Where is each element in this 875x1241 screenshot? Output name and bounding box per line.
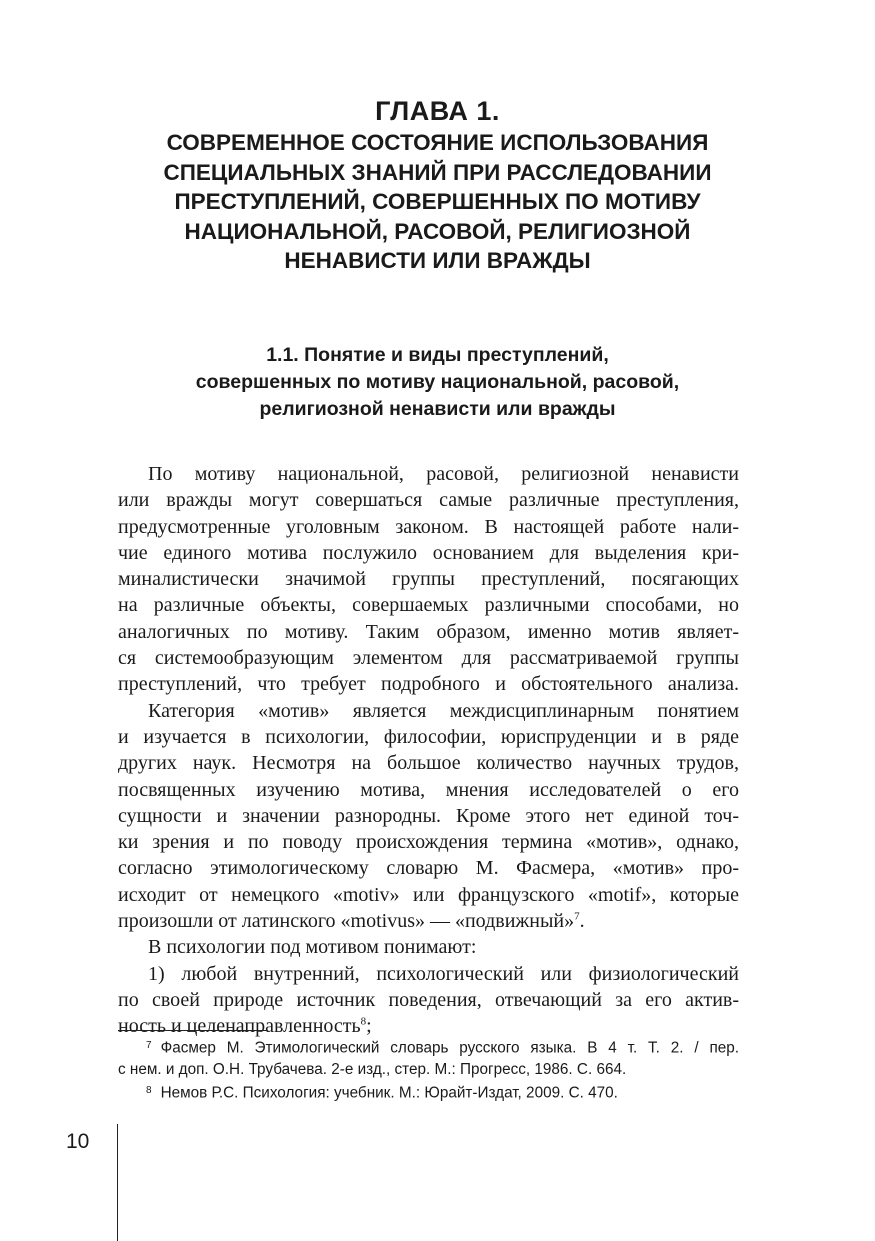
text-line: на различные объекты, совершаемых различными способами, но [118, 594, 739, 617]
text-run: ; [366, 1015, 372, 1038]
chapter-title-line: СПЕЦИАЛЬНЫХ ЗНАНИЙ ПРИ РАССЛЕДОВАНИИ [163, 159, 712, 185]
text-line: предусмотренные уголовным законом. В настоящей работе нали- [118, 515, 739, 538]
chapter-heading [0, 94, 875, 276]
text-run: ность и целенаправленность [118, 1015, 361, 1038]
footnote-text: Немов Р.С. Психология: учебник. М.: Юрайт-Издат, 2009. С. 470. [160, 1084, 618, 1101]
text-line: По мотиву национальной, расовой, религиозной ненависти [148, 463, 739, 485]
text-line: Категория «мотив» является междисциплинарным понятием [148, 699, 739, 722]
footnote-mark: 7 [146, 1040, 152, 1051]
text-line: или вражды могут совершаться самые различные преступления, [118, 489, 739, 512]
paragraph [118, 961, 739, 1040]
paragraph [118, 698, 739, 935]
text-line: сущности и значении разнородны. Кроме этого нет единой точ- [118, 804, 739, 827]
footnote-ref[interactable]: 8 [360, 1015, 367, 1028]
footnote-text: Фасмер М. Этимологический словарь русского языка. В 4 т. Т. 2. / пер. [160, 1039, 739, 1057]
text-line [118, 908, 739, 934]
text-line: ки зрения и по поводу происхождения термина «мотив», однако, [118, 831, 739, 854]
footnote-8 [118, 1080, 739, 1104]
page-number: 10 [66, 1130, 90, 1153]
paragraph [118, 934, 739, 960]
text-line: по своей природе источник поведения, отвечающий за его актив- [118, 988, 739, 1011]
text-line: аналогичных по мотиву. Таким образом, именно мотив являет- [118, 620, 739, 643]
footnote-7-continued: с нем. и доп. О.Н. Трубачева. 2-е изд., стер. М.: Прогресс, 1986. С. 664. [118, 1060, 627, 1078]
section-title-line: совершенных по мотиву национальной, расовой, [195, 371, 680, 393]
text-run: произошли от латинского «motivus» — «подвижный» [118, 910, 575, 933]
footnotes [118, 1035, 739, 1103]
chapter-title [0, 128, 875, 276]
section-title-line: 1.1. Понятие и виды преступлений, [266, 344, 609, 366]
text-run: . [579, 910, 585, 933]
text-line: чие единого мотива послужило основанием для выделения кри- [118, 541, 739, 564]
chapter-title-line: НЕНАВИСТИ ИЛИ ВРАЖДЫ [284, 248, 591, 273]
text-line: посвященных изучению мотива, мнения исследователей о его [118, 778, 739, 801]
chapter-title-line: СОВРЕМЕННОЕ СОСТОЯНИЕ ИСПОЛЬЗОВАНИЯ [166, 130, 709, 155]
paragraph [118, 461, 739, 698]
text-line: 1) любой внутренний, психологический или физиологический [148, 962, 739, 985]
text-line: и изучается в психологии, философии, юриспруденции и в ряде [118, 725, 739, 748]
text-line: согласно этимологическому словарю М. Фасмера, «мотив» про- [118, 857, 739, 880]
text-line: других наук. Несмотря на большое количество научных трудов, [118, 752, 739, 775]
margin-rule [117, 1124, 118, 1241]
footnote-separator [118, 1030, 268, 1031]
chapter-title-line: ПРЕСТУПЛЕНИЙ, СОВЕРШЕННЫХ ПО МОТИВУ [174, 189, 701, 214]
chapter-number: ГЛАВА 1. [375, 96, 500, 126]
section-title-line: религиозной ненависти или вражды [259, 398, 616, 420]
text-line: ся системообразующим элементом для рассматриваемой группы [118, 647, 739, 670]
footnote-7 [118, 1035, 739, 1059]
text-line: миналистически значимой группы преступлений, посягающих [118, 568, 739, 591]
footnote-ref[interactable]: 7 [574, 910, 580, 923]
section-heading [0, 342, 875, 423]
text-line: преступлений, что требует подробного и обстоятельного анализа. [118, 673, 739, 696]
text-line: исходит от немецкого «motiv» или французского «motif», которые [118, 883, 739, 906]
footnote-mark: 8 [146, 1084, 152, 1096]
body-text [118, 461, 739, 1040]
text-line: В психологии под мотивом понимают: [148, 936, 477, 959]
chapter-title-line: НАЦИОНАЛЬНОЙ, РАСОВОЙ, РЕЛИГИОЗНОЙ [184, 218, 691, 244]
